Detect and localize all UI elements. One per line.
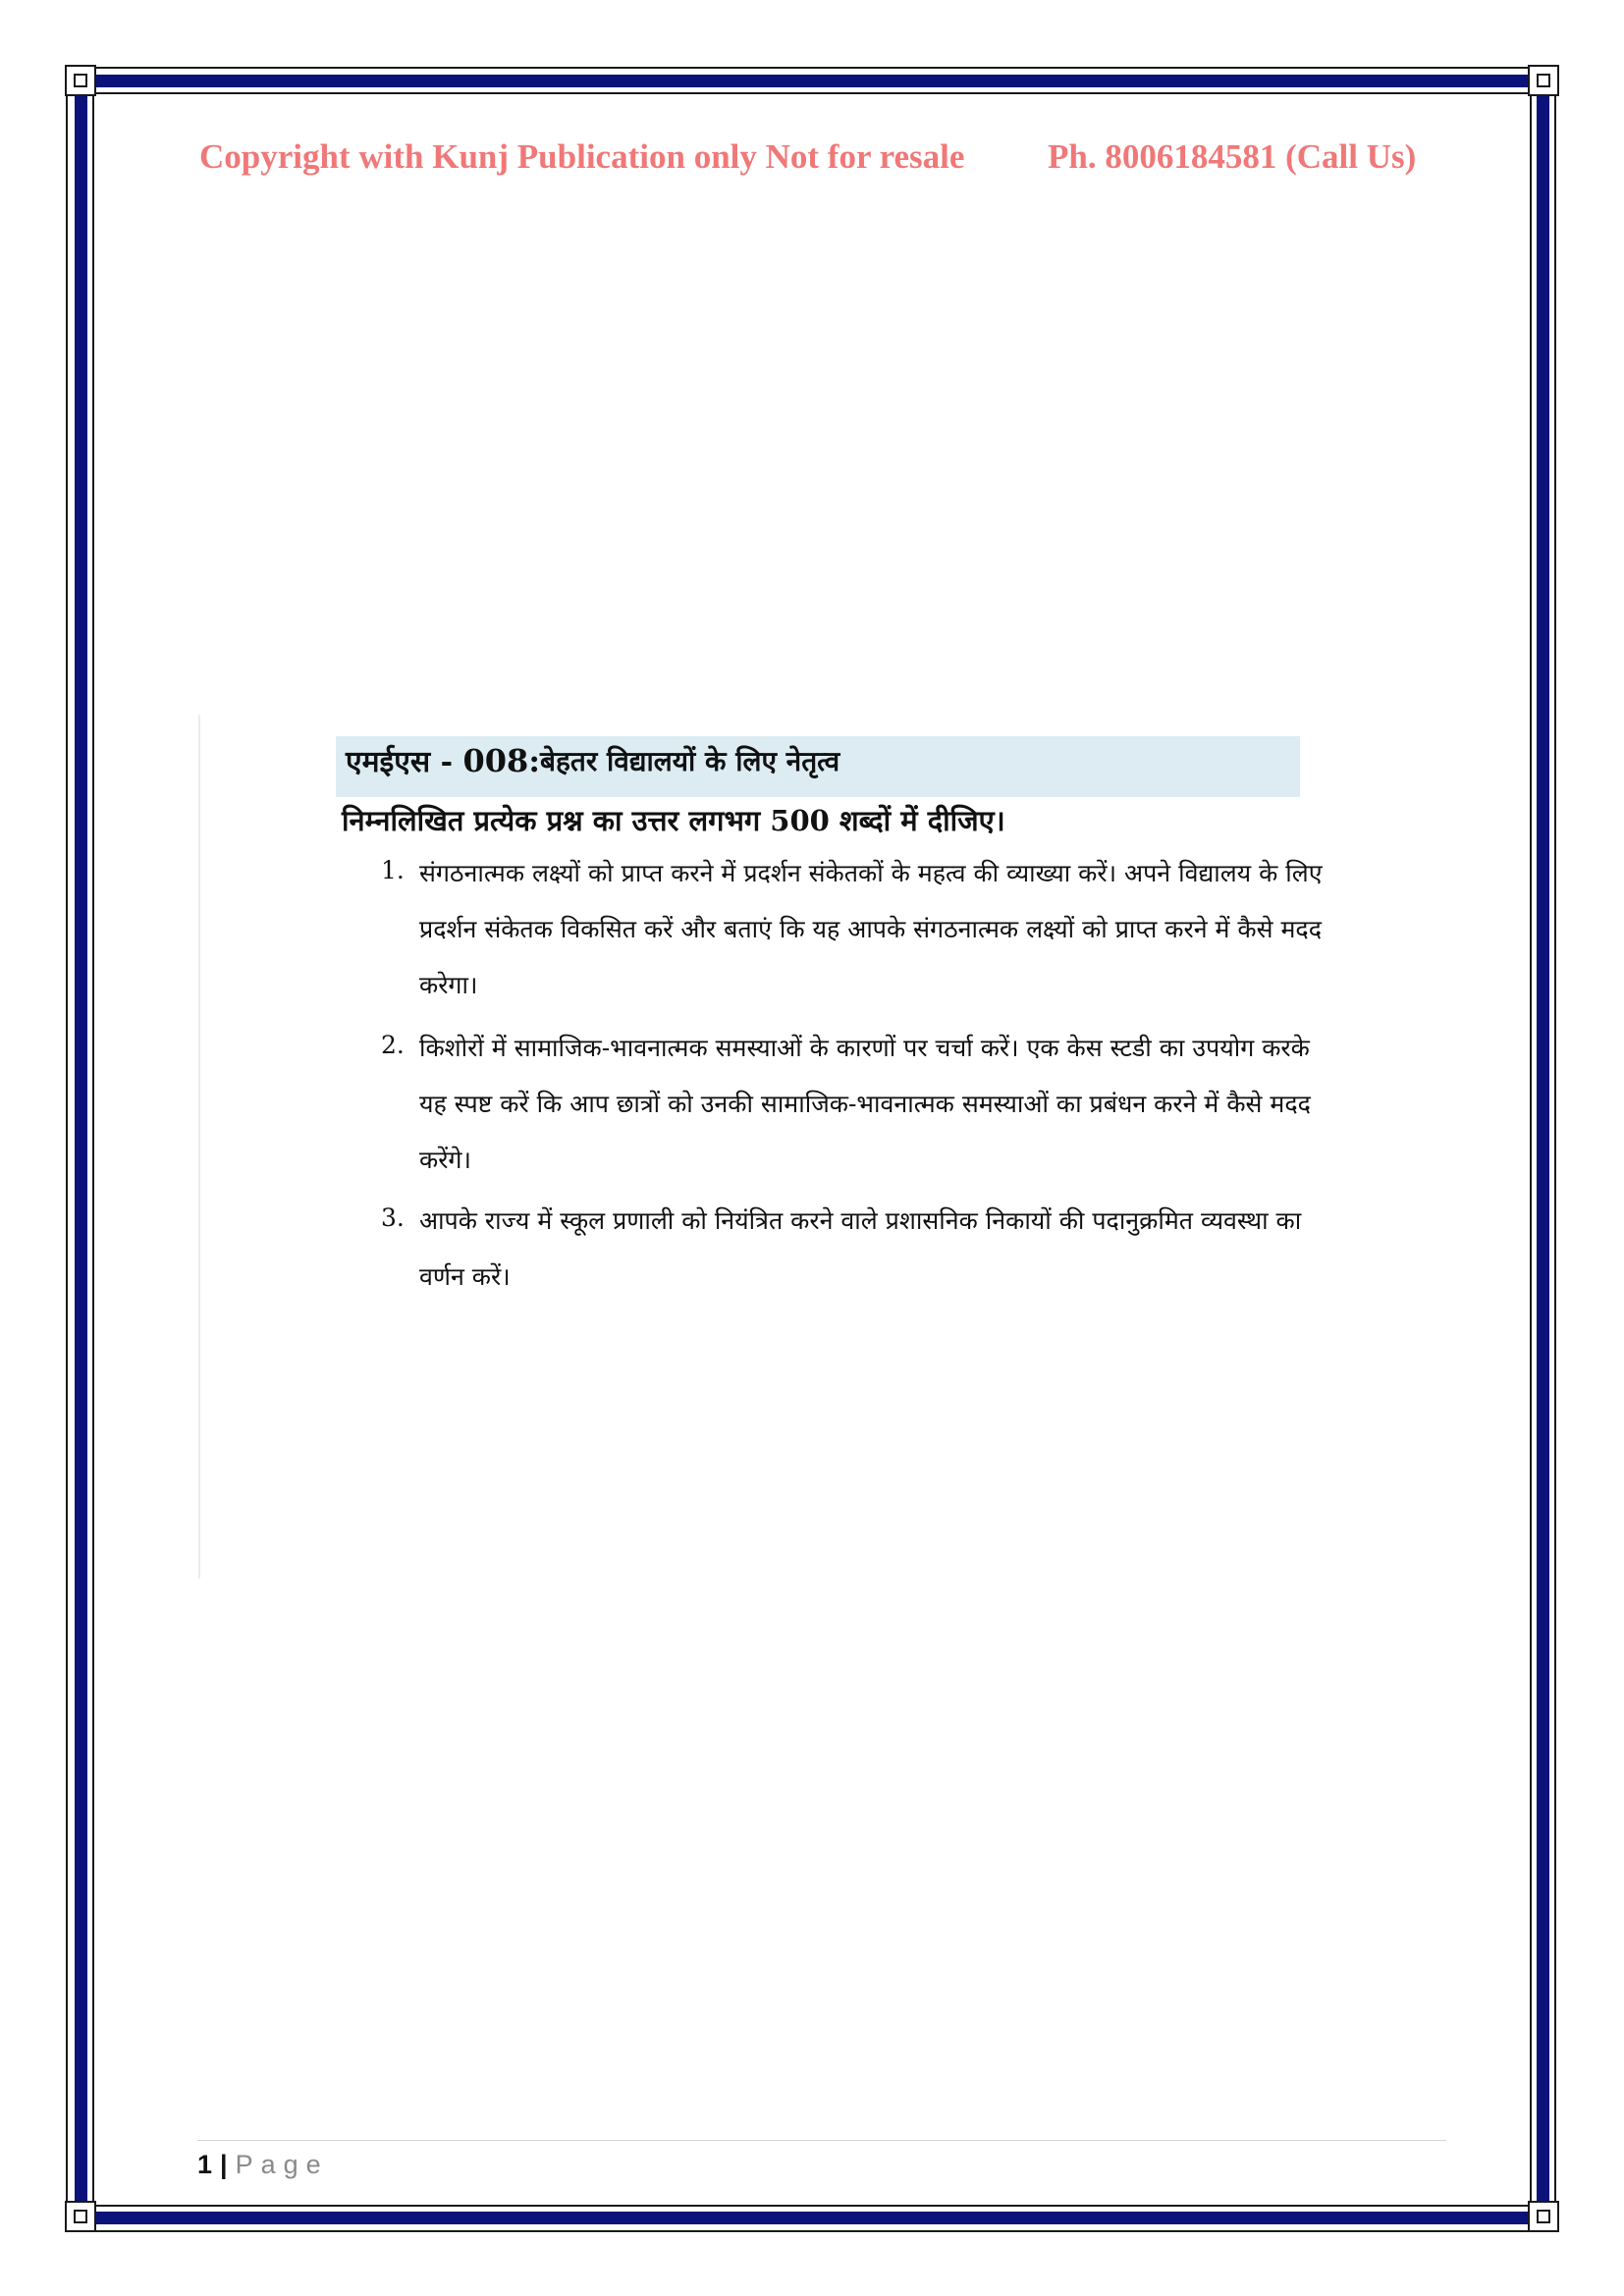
copyright-notice: Copyright with Kunj Publication only Not for resale xyxy=(199,137,965,176)
scan-edge-line xyxy=(198,715,200,1578)
question-text-line: संगठनात्मक लक्ष्यों को प्राप्त करने में प्रदर्शन संकेतकों के महत्व की व्याख्या करें। अपने विद्यालय के लिए xyxy=(419,859,1323,887)
question-text-line: किशोरों में सामाजिक-भावनात्मक समस्याओं के कारणों पर चर्चा करें। एक केस स्टडी का उपयोग करके xyxy=(419,1034,1310,1062)
footer-separator: | xyxy=(220,2150,228,2179)
course-code-number: 008: xyxy=(462,742,541,779)
question-text-line: करेगा। xyxy=(419,971,478,999)
question-text-line: करेंगे। xyxy=(419,1146,471,1174)
course-code xyxy=(346,740,540,780)
border-corner-ornament xyxy=(65,2201,96,2232)
copyright-header xyxy=(199,137,1456,177)
contact-phone: Ph. 8006184581 (Call Us) xyxy=(1048,137,1417,176)
page-border-inner-line xyxy=(92,92,1532,2207)
question-number: 1. xyxy=(381,856,405,884)
course-title: बेहतर विद्यालयों के लिए नेतृत्व xyxy=(540,745,840,777)
page-footer xyxy=(197,2150,329,2180)
question-text-line: यह स्पष्ट करें कि आप छात्रों को उनकी सामाजिक-भावनात्मक समस्याओं का प्रबंधन करने में कैसे मदद xyxy=(419,1090,1311,1118)
border-corner-ornament xyxy=(65,65,96,96)
course-code-prefix: एमईएस - xyxy=(346,745,463,779)
question-text-line: वर्णन करें। xyxy=(419,1262,511,1291)
question-text-line: आपके राज्य में स्कूल प्रणाली को नियंत्रित करने वाले प्रशासनिक निकायों की पदानुक्रमित व्यवस्था का xyxy=(419,1206,1302,1235)
question-number: 2. xyxy=(381,1031,405,1059)
page-label: Page xyxy=(235,2150,329,2179)
border-corner-ornament xyxy=(1528,2201,1559,2232)
question-number: 3. xyxy=(381,1203,405,1232)
page-number: 1 xyxy=(197,2150,213,2179)
instruction-text: निम्नलिखित प्रत्येक प्रश्न का उत्तर लगभग 500 शब्दों में दीजिए। xyxy=(342,804,1005,837)
border-corner-ornament xyxy=(1528,65,1559,96)
footer-rule xyxy=(197,2140,1446,2141)
question-text-line: प्रदर्शन संकेतक विकसित करें और बताएं कि यह आपके संगठनात्मक लक्ष्यों को प्राप्त करने में कैसे मदद xyxy=(419,915,1322,943)
